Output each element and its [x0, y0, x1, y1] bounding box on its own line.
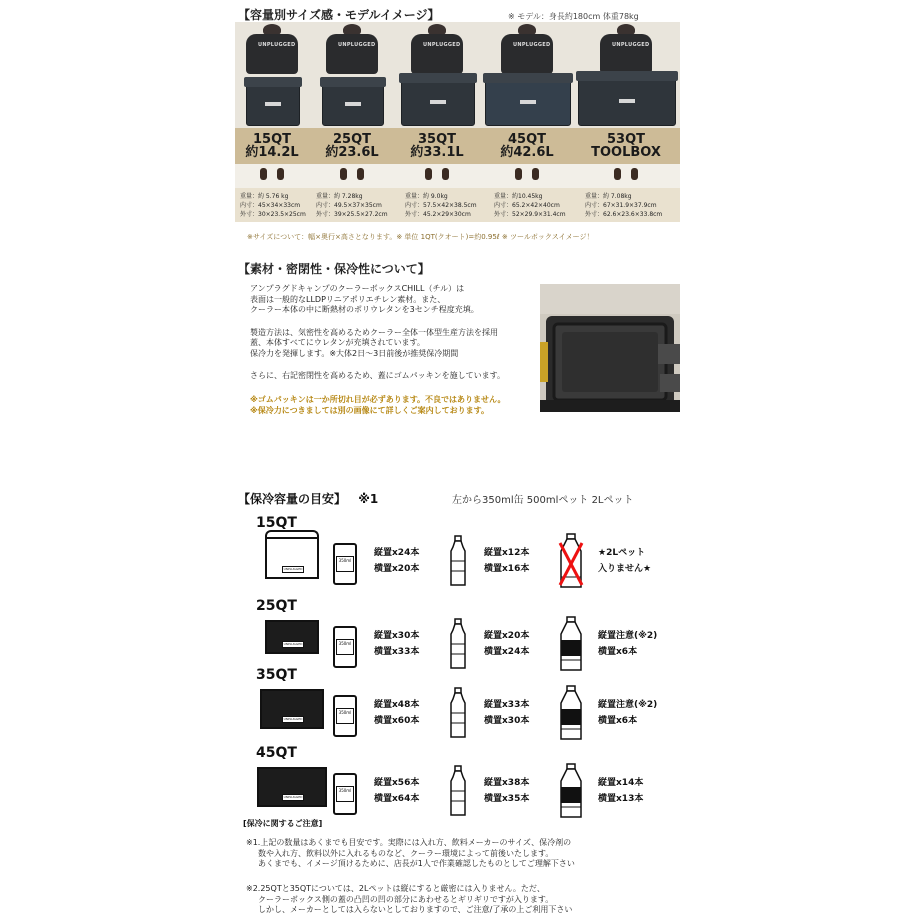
note1-line3: あくまでも、イメージ頂けるために、店長が1人で作業確認したものとしてご理解下さい: [258, 859, 575, 868]
spec-block-3: [405, 192, 477, 219]
size-liters: 約42.6L: [500, 145, 554, 160]
pet2l-upright: 縦置x14本: [598, 778, 644, 788]
spec-weight: 重量：約 7.28kg: [316, 193, 363, 200]
can-upright: 縦置x48本: [374, 700, 420, 710]
size-label-1: [232, 133, 312, 159]
size-liters: TOOLBOX: [591, 145, 661, 160]
pet2l-count: [598, 545, 651, 577]
material-para2-line1: 製造方法は、気密性を高めるためクーラー全体一体型生産方法を採用: [250, 327, 498, 337]
pet2l-count: [598, 775, 643, 807]
note1-line1: ※1.上記の数量はあくまでも目安です。実際には入れ方、飲料メーカーのサイズ、保冷剤の: [246, 838, 572, 847]
pet500-upright: 縦置x20本: [484, 631, 530, 641]
can-label: 350ml: [336, 708, 354, 724]
cooler-icon: [265, 620, 319, 654]
note1-line2: 数や入れ方、飲料以外に入れるものなど、クーラー環境によって前後いたします。: [258, 848, 554, 858]
spec-inner: 内寸：57.5×42×38.5cm: [405, 202, 477, 209]
gasket-photo: [540, 284, 680, 412]
can-sideways: 横置x64本: [374, 794, 420, 804]
capacity-subtitle: 左から350ml缶 500mlペット 2Lペット: [452, 495, 634, 506]
pet500-sideways: 横置x24本: [484, 647, 530, 657]
can-label: 350ml: [336, 639, 354, 655]
can-350ml-icon: [333, 695, 357, 737]
can-sideways: 横置x60本: [374, 716, 420, 726]
pet2l-sideways: 横置x6本: [598, 647, 638, 657]
can-350ml-icon: [333, 626, 357, 668]
capacity-qt-label: 45QT: [256, 745, 297, 761]
pet-500ml-icon: [448, 618, 468, 670]
can-sideways: 横置x33本: [374, 647, 420, 657]
note2-line1: ※2.25QTと35QTについては、2Lペットは縦にすると厳密には入りません。ただ、: [246, 884, 545, 893]
pet2l-upright: 縦置注意(※2): [598, 631, 658, 641]
spec-block-4: [494, 192, 566, 219]
can-350ml-icon: [333, 543, 357, 585]
capacity-qt-label: 15QT: [256, 515, 297, 531]
shirt-print-text: UNPLUGGED: [513, 42, 551, 48]
section-capacity-title: [238, 490, 378, 507]
spec-weight: 重量：約 7.08kg: [585, 193, 632, 200]
size-qt: 25QT: [332, 132, 371, 147]
note2-line3: しかし、メーカーとしては入らないとしておりますので、ご注意/了承の上ご利用下さい: [258, 905, 573, 914]
material-para2-line2: 蓋、本体すべてにウレタンが充填されています。: [250, 338, 425, 347]
spec-block-5: [585, 192, 662, 219]
can-label: 350ml: [336, 786, 354, 802]
cooler-icon: [260, 689, 324, 729]
pet-500ml-icon: [448, 765, 468, 817]
capacity-qt-label: 35QT: [256, 667, 297, 683]
cooler-icon-tag: UNPLUGGED: [283, 642, 303, 646]
size-qt: 35QT: [417, 132, 456, 147]
pet2l-count: [598, 697, 657, 729]
spec-block-1: [240, 192, 306, 219]
capacity-title-text: 【保冷容量の目安】: [238, 492, 347, 506]
cooler-icon-tag: UNPLUGGED: [283, 567, 303, 571]
size-qt: 53QT: [606, 132, 645, 147]
shirt-print-text: UNPLUGGED: [258, 42, 296, 48]
can-count: [374, 775, 419, 807]
pet500-count: [484, 628, 529, 660]
capacity-qt-label: 25QT: [256, 598, 297, 614]
pet-2l-icon: [558, 685, 584, 741]
pet2l-count: [598, 628, 657, 660]
warn-cooling: ※保冷力につきましては別の画像にて詳しくご案内しております。: [250, 405, 489, 415]
model-note: ※ モデル：身長約180cm 体重78kg: [508, 12, 639, 21]
spec-inner: 内寸：65.2×42×40cm: [494, 202, 560, 209]
section-material-title: 【素材・密閉性・保冷性について】: [238, 262, 430, 276]
pet500-sideways: 横置x16本: [484, 564, 530, 574]
size-liters: 約23.6L: [325, 145, 379, 160]
material-para1-line2: 表面は一般的なLLDPリニアポリエチレン素材。また、: [250, 294, 446, 304]
material-para1-line1: アンプラグドキャンプのクーラーボックスCHILL（チル）は: [250, 284, 465, 293]
can-sideways: 横置x20本: [374, 564, 420, 574]
warn-gasket: ※ゴムパッキンは一か所切れ目が必ずあります。不良ではありません。: [250, 394, 506, 404]
shirt-print-text: UNPLUGGED: [338, 42, 376, 48]
cooler-icon: [265, 537, 319, 579]
gasket-photo-drawing: [540, 284, 680, 412]
pet-2l-icon: [558, 616, 584, 672]
pet500-count: [484, 545, 529, 577]
pet2l-sideways: 横置x6本: [598, 716, 638, 726]
can-count: [374, 697, 419, 729]
can-count: [374, 545, 419, 577]
size-qt: 45QT: [507, 132, 546, 147]
pet500-sideways: 横置x35本: [484, 794, 530, 804]
size-label-5: [586, 133, 666, 159]
spec-outer: 外寸：45.2×29×30cm: [405, 211, 471, 218]
material-para2-line3: 保冷力を発揮します。※大体2日〜3日前後が推奨保冷期間: [250, 348, 459, 358]
pet2l-upright: ★2Lペット: [598, 548, 646, 558]
size-qt: 15QT: [252, 132, 291, 147]
size-liters: 約33.1L: [410, 145, 464, 160]
pet500-upright: 縦置x12本: [484, 548, 530, 558]
spec-inner: 内寸：45×34×33cm: [240, 202, 301, 209]
pet500-sideways: 横置x30本: [484, 716, 530, 726]
material-para1-line3: クーラー本体の中に断熱材のポリウレタンを3センチ程度充填。: [250, 305, 479, 314]
shirt-print-text: UNPLUGGED: [612, 42, 650, 48]
pet500-upright: 縦置x33本: [484, 700, 530, 710]
size-label-2: [312, 133, 392, 159]
spec-outer: 外寸：62.6×23.6×33.8cm: [585, 211, 663, 218]
spec-weight: 重量：約10.45kg: [494, 193, 543, 200]
can-upright: 縦置x24本: [374, 548, 420, 558]
spec-block-2: [316, 192, 388, 219]
pet500-upright: 縦置x38本: [484, 778, 530, 788]
pet-500ml-icon: [448, 535, 468, 587]
cooler-icon-tag: UNPLUGGED: [283, 795, 303, 799]
size-liters: 約14.2L: [245, 145, 299, 160]
cooler-photo-1: [246, 78, 300, 126]
cooler-photo-5: [578, 72, 676, 126]
size-label-4: [487, 133, 567, 159]
pet500-count: [484, 697, 529, 729]
can-upright: 縦置x56本: [374, 778, 420, 788]
pet-2l-icon: [558, 763, 584, 819]
pet500-count: [484, 775, 529, 807]
spec-inner: 内寸：49.5×37×35cm: [316, 202, 382, 209]
pet2l-sideways: 横置x13本: [598, 794, 644, 804]
pet-2l-icon: [558, 533, 584, 589]
material-para3: さらに、右記密閉性を高めるため、蓋にゴムパッキンを施しています。: [250, 371, 505, 380]
can-upright: 縦置x30本: [374, 631, 420, 641]
cooler-icon: [257, 767, 327, 807]
pet-500ml-icon: [448, 687, 468, 739]
note2-block: [246, 884, 572, 916]
section-sizes-title: 【容量別サイズ感・モデルイメージ】: [238, 8, 440, 22]
size-footnote: ※サイズについて：幅×奥行×高さとなります。※ 単位 1QT(クオート)=約0.95ℓ ※ ツールボックスイメージ！: [247, 233, 594, 241]
spec-outer: 外寸：52×29.9×31.4cm: [494, 211, 566, 218]
spec-weight: 重量：約 9.0kg: [405, 193, 448, 200]
cooler-photo-2: [322, 78, 384, 126]
spec-outer: 外寸：39×25.5×27.2cm: [316, 211, 388, 218]
shirt-print-text: UNPLUGGED: [423, 42, 461, 48]
cooler-icon-tag: UNPLUGGED: [283, 717, 303, 721]
can-count: [374, 628, 419, 660]
can-350ml-icon: [333, 773, 357, 815]
size-label-3: [397, 133, 477, 159]
note2-line2: クーラーボックス側の蓋の凸凹の凹の部分にあわせるとギリギリですが入ります。: [258, 894, 554, 904]
can-label: 350ml: [336, 556, 354, 572]
notes-title: [保冷に関するご注意]: [243, 819, 323, 828]
note1-block: [246, 838, 575, 870]
pet2l-sideways: 入りません★: [598, 564, 652, 574]
material-text-block: [250, 284, 506, 416]
spec-weight: 重量：約 5.76 kg: [240, 193, 289, 200]
spec-inner: 内寸：67×31.9×37.9cm: [585, 202, 657, 209]
capacity-title-mark: ※1: [358, 492, 379, 506]
cooler-photo-3: [401, 74, 475, 126]
spec-outer: 外寸：30×23.5×25cm: [240, 211, 306, 218]
cooler-photo-4: [485, 74, 571, 126]
pet2l-upright: 縦置注意(※2): [598, 700, 658, 710]
